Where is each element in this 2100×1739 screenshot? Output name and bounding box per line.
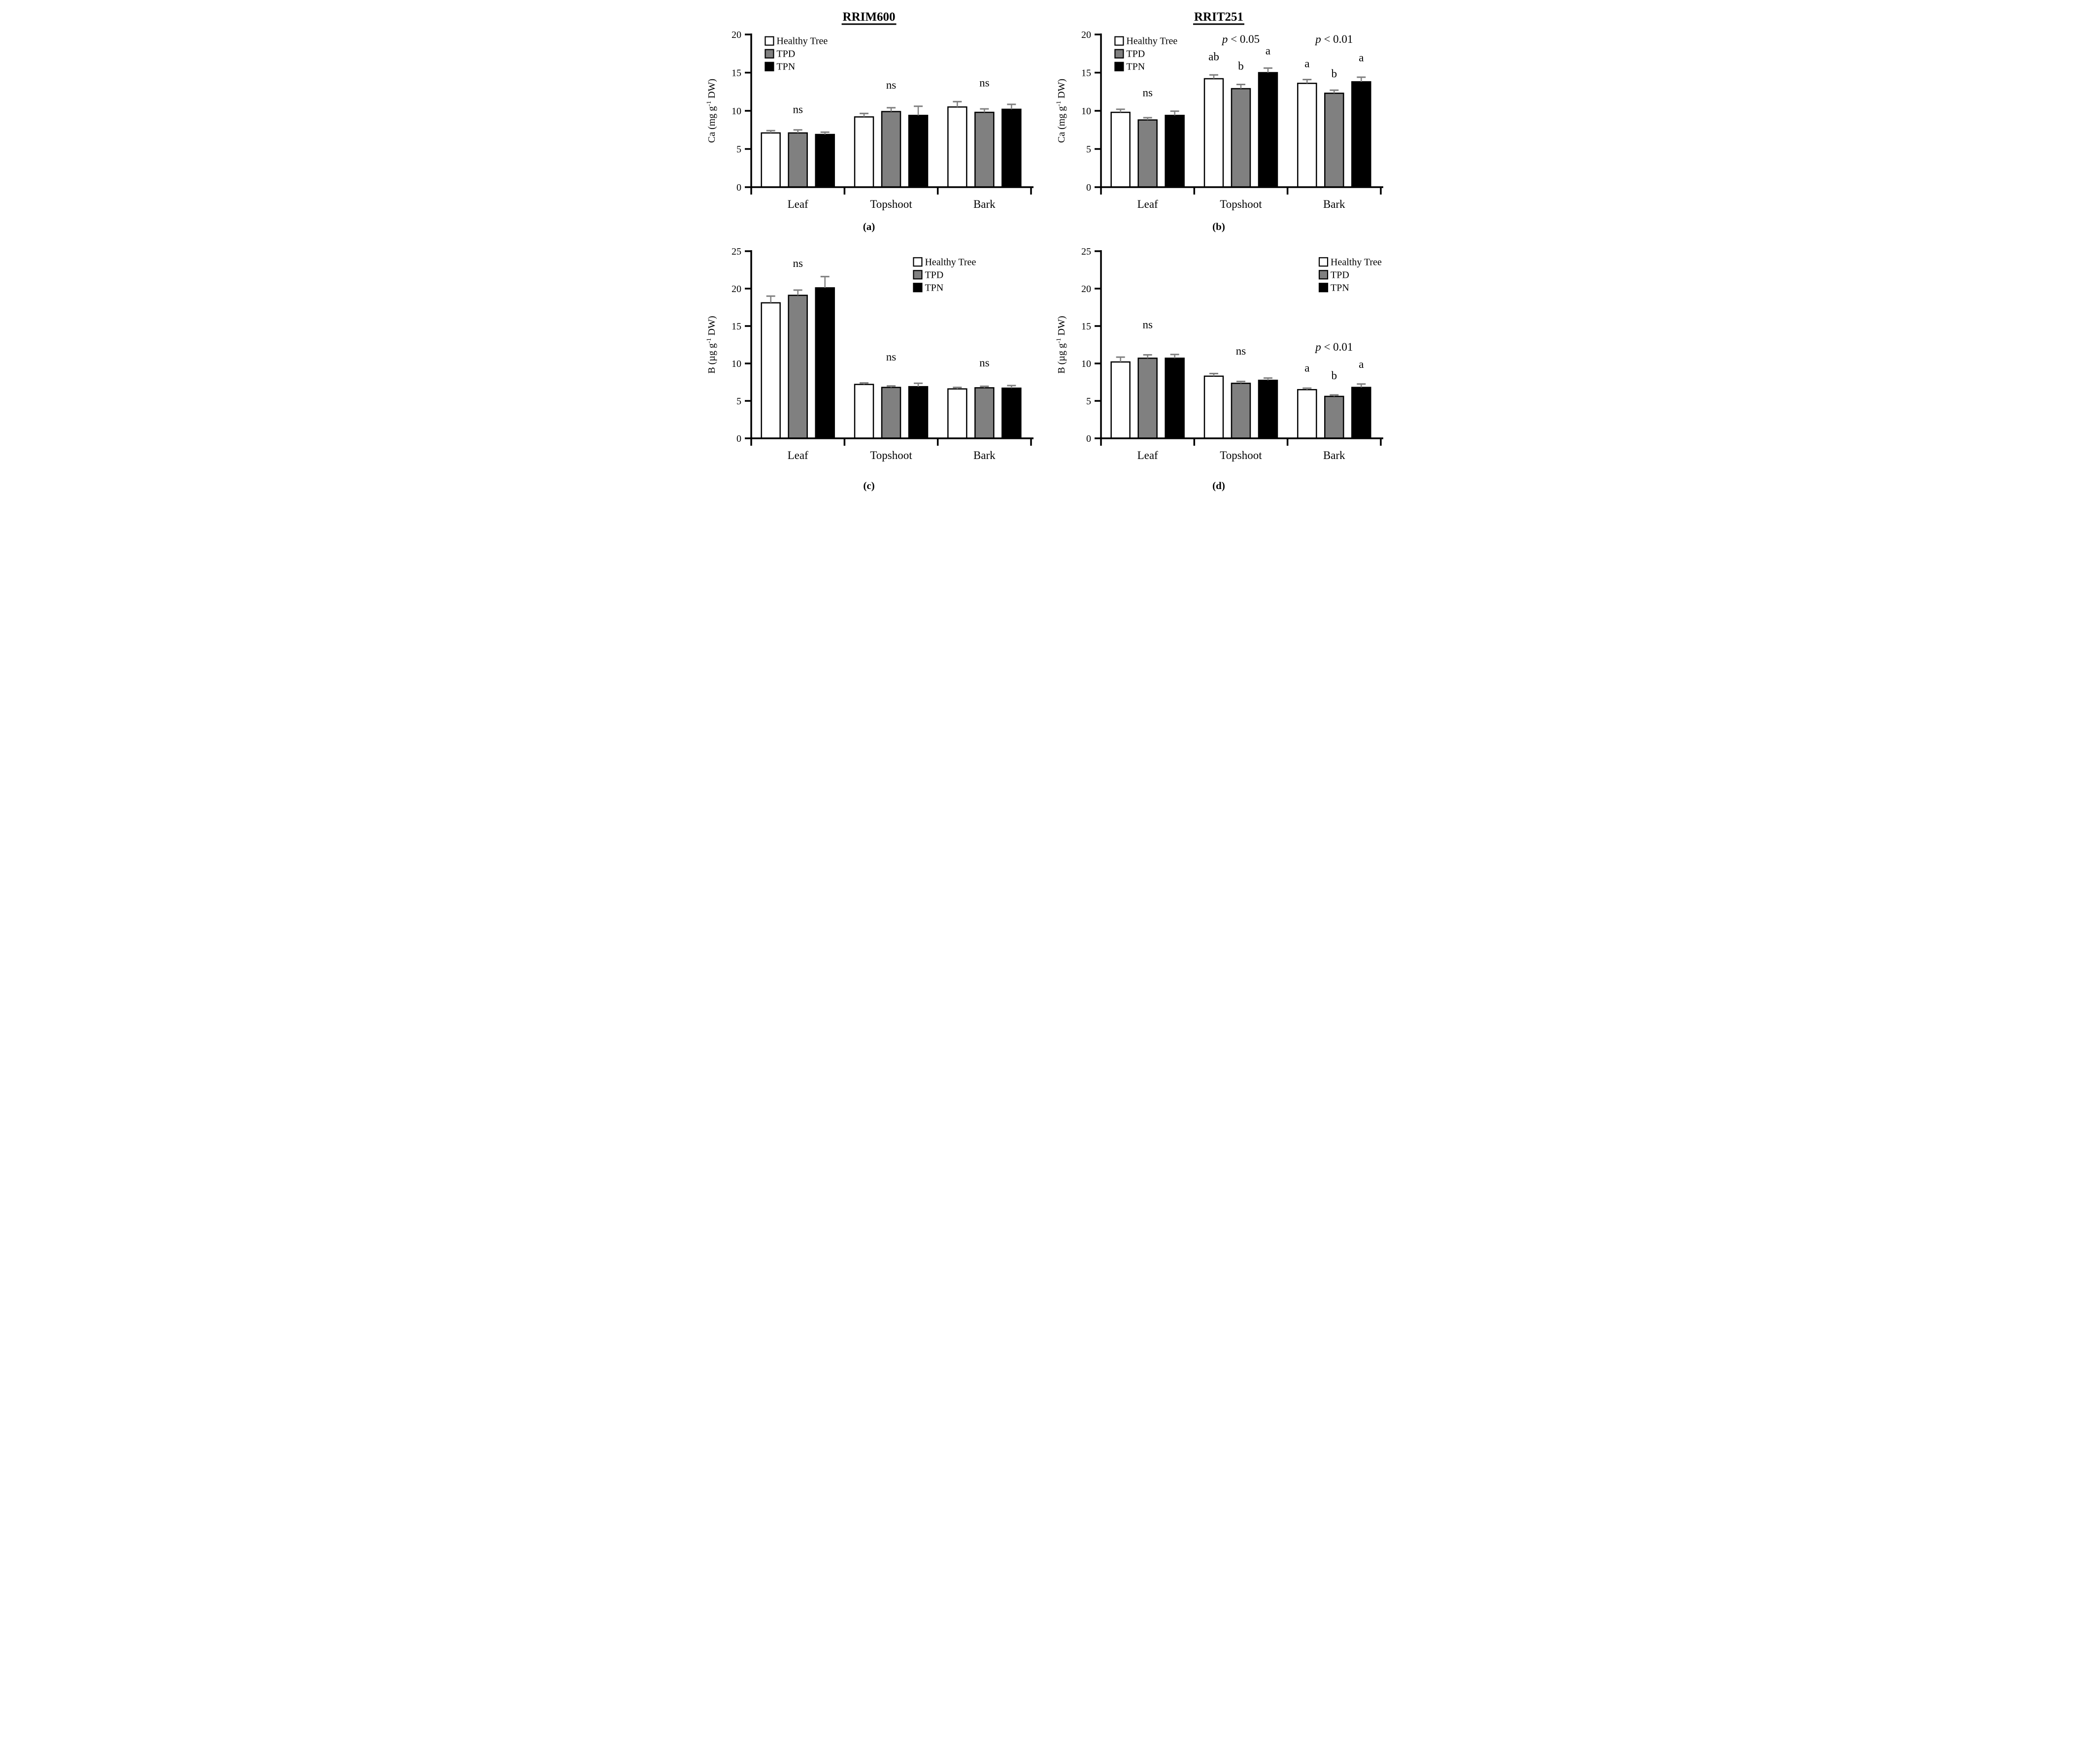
sig-annotation: ns	[886, 79, 896, 92]
legend-label: TPD	[1330, 269, 1349, 281]
y-tick-label: 10	[1081, 106, 1091, 117]
bar-tpd-topshoot	[882, 112, 900, 187]
legend-label: TPN	[1330, 282, 1349, 294]
sig-annotation: ns	[792, 103, 803, 116]
letter-annotation: a	[1304, 57, 1309, 70]
legend-swatch-healthy-tree	[765, 37, 773, 45]
bar-tpd-leaf	[1138, 120, 1157, 187]
y-tick-label: 0	[736, 433, 741, 444]
bar-tpd-leaf	[788, 133, 807, 187]
legend-swatch-healthy-tree	[1319, 258, 1328, 266]
bar-tpd-topshoot	[1232, 383, 1250, 438]
sig-annotation: ns	[979, 76, 990, 89]
bar-healthy-tree-leaf	[761, 133, 780, 187]
bar-tpd-leaf	[788, 295, 807, 438]
legend-label: TPN	[776, 61, 795, 72]
legend-swatch-tpn	[1319, 283, 1328, 292]
legend-label: TPD	[924, 269, 943, 281]
legend-swatch-tpn	[765, 63, 773, 71]
bar-healthy-tree-leaf	[1111, 112, 1130, 187]
legend-label: TPN	[924, 282, 943, 294]
category-label-bark: Bark	[973, 449, 996, 461]
category-label-topshoot: Topshoot	[869, 449, 912, 461]
category-label-bark: Bark	[973, 198, 996, 210]
sig-annotation: ns	[1142, 318, 1153, 331]
category-label-topshoot: Topshoot	[1219, 198, 1262, 210]
letter-annotation: b	[1237, 60, 1244, 72]
legend-swatch-tpd	[913, 270, 922, 279]
letter-annotation: b	[1331, 67, 1337, 80]
y-axis-label: Ca (mg $g^{-1}$ DW)	[1054, 78, 1067, 143]
bar-healthy-tree-bark	[948, 389, 967, 438]
y-axis-label: B (µg $g^{-1}$ DW)	[1054, 316, 1067, 374]
bar-tpn-bark	[1002, 388, 1021, 438]
sig-annotation: ns	[1142, 86, 1153, 99]
y-tick-label: 5	[1086, 396, 1091, 407]
panel-caption: (d)	[1212, 480, 1225, 492]
sig-annotation: ns	[886, 350, 896, 363]
y-tick-label: 5	[736, 144, 741, 155]
bar-tpn-topshoot	[909, 387, 928, 438]
chart-b	[1052, 6, 1397, 233]
y-axis-label: Ca (mg $g^{-1}$ DW)	[704, 78, 717, 143]
panel-a	[700, 6, 1048, 233]
y-tick-label: 15	[1081, 321, 1091, 332]
legend-swatch-tpd	[765, 50, 773, 58]
legend-label: Healthy Tree	[776, 35, 828, 47]
bar-healthy-tree-topshoot	[1204, 376, 1223, 438]
legend-swatch-healthy-tree	[913, 258, 922, 266]
y-axis-label: B (µg $g^{-1}$ DW)	[704, 316, 717, 374]
legend-swatch-tpd	[1115, 50, 1123, 58]
legend-swatch-tpn	[913, 283, 922, 292]
category-label-bark: Bark	[1323, 198, 1345, 210]
category-label-bark: Bark	[1323, 449, 1345, 461]
legend-label: TPD	[776, 48, 795, 60]
bar-tpd-bark	[1325, 93, 1343, 187]
letter-annotation: a	[1358, 51, 1364, 64]
bar-tpd-leaf	[1138, 358, 1157, 438]
panel-caption: (b)	[1212, 221, 1225, 232]
sig-annotation: p < 0.05	[1222, 33, 1260, 46]
legend-swatch-tpn	[1115, 63, 1123, 71]
letter-annotation: ab	[1208, 50, 1219, 63]
y-tick-label: 0	[1086, 433, 1091, 444]
bar-tpn-bark	[1352, 82, 1370, 187]
bar-tpn-leaf	[815, 288, 834, 438]
y-tick-label: 10	[731, 359, 741, 369]
bar-tpn-leaf	[1165, 115, 1184, 187]
legend-label: Healthy Tree	[1330, 257, 1382, 268]
bar-healthy-tree-topshoot	[855, 117, 873, 187]
legend-label: Healthy Tree	[924, 257, 976, 268]
bar-healthy-tree-leaf	[761, 303, 780, 438]
bar-healthy-tree-topshoot	[855, 385, 873, 438]
y-tick-label: 15	[731, 321, 741, 332]
sig-annotation: ns	[1235, 344, 1246, 357]
bar-tpd-topshoot	[1232, 89, 1250, 187]
y-tick-label: 20	[1081, 30, 1091, 40]
y-tick-label: 10	[1081, 359, 1091, 369]
bar-healthy-tree-bark	[1298, 390, 1316, 438]
letter-annotation: a	[1304, 361, 1309, 374]
panel-c	[700, 240, 1048, 494]
bar-tpn-bark	[1352, 388, 1370, 438]
chart-d	[1052, 240, 1397, 494]
letter-annotation: b	[1331, 369, 1337, 382]
sig-annotation: ns	[979, 357, 990, 369]
y-tick-label: 15	[731, 67, 741, 79]
y-tick-label: 25	[731, 246, 741, 257]
category-label-topshoot: Topshoot	[869, 198, 912, 210]
panel-caption: (a)	[863, 221, 875, 232]
y-tick-label: 0	[736, 182, 741, 193]
y-tick-label: 20	[731, 284, 741, 295]
bar-tpn-topshoot	[909, 115, 928, 187]
bar-tpd-bark	[975, 112, 994, 187]
bar-tpd-bark	[975, 388, 994, 438]
bar-tpd-topshoot	[882, 388, 900, 438]
letter-annotation: a	[1265, 44, 1270, 57]
bar-healthy-tree-topshoot	[1204, 79, 1223, 187]
legend-label: TPD	[1126, 48, 1145, 60]
category-label-leaf: Leaf	[1137, 449, 1158, 461]
panel-b	[1050, 6, 1398, 233]
y-tick-label: 20	[1081, 284, 1091, 295]
y-tick-label: 10	[731, 106, 741, 117]
legend-swatch-healthy-tree	[1115, 37, 1123, 45]
bar-tpn-topshoot	[1259, 380, 1277, 438]
y-tick-label: 15	[1081, 67, 1091, 79]
panel-d	[1050, 240, 1398, 494]
bar-healthy-tree-bark	[1298, 83, 1316, 187]
legend-label: TPN	[1126, 61, 1145, 72]
panel-title: RRIM600	[842, 10, 895, 24]
sig-annotation: ns	[792, 257, 803, 269]
bar-tpn-bark	[1002, 109, 1021, 187]
letter-annotation: a	[1358, 358, 1364, 371]
panel-title: RRIT251	[1194, 10, 1243, 24]
y-tick-label: 20	[731, 30, 741, 40]
bar-healthy-tree-bark	[948, 107, 967, 187]
bar-healthy-tree-leaf	[1111, 362, 1130, 438]
category-label-topshoot: Topshoot	[1219, 449, 1262, 461]
y-tick-label: 0	[1086, 182, 1091, 193]
category-label-leaf: Leaf	[1137, 198, 1158, 210]
legend-swatch-tpd	[1319, 270, 1328, 279]
figure	[700, 0, 1400, 504]
category-label-leaf: Leaf	[787, 449, 808, 461]
bar-tpd-bark	[1325, 396, 1343, 438]
y-tick-label: 5	[736, 396, 741, 407]
chart-c	[702, 240, 1047, 494]
legend-label: Healthy Tree	[1126, 35, 1177, 47]
bar-tpn-leaf	[815, 134, 834, 187]
sig-annotation: p < 0.01	[1315, 341, 1353, 354]
bar-tpn-topshoot	[1259, 73, 1277, 188]
sig-annotation: p < 0.01	[1315, 33, 1353, 46]
category-label-leaf: Leaf	[787, 198, 808, 210]
panel-caption: (c)	[863, 480, 875, 492]
y-tick-label: 25	[1081, 246, 1091, 257]
bar-tpn-leaf	[1165, 358, 1184, 438]
figure-grid	[700, 6, 1400, 494]
y-tick-label: 5	[1086, 144, 1091, 155]
chart-a	[702, 6, 1047, 233]
